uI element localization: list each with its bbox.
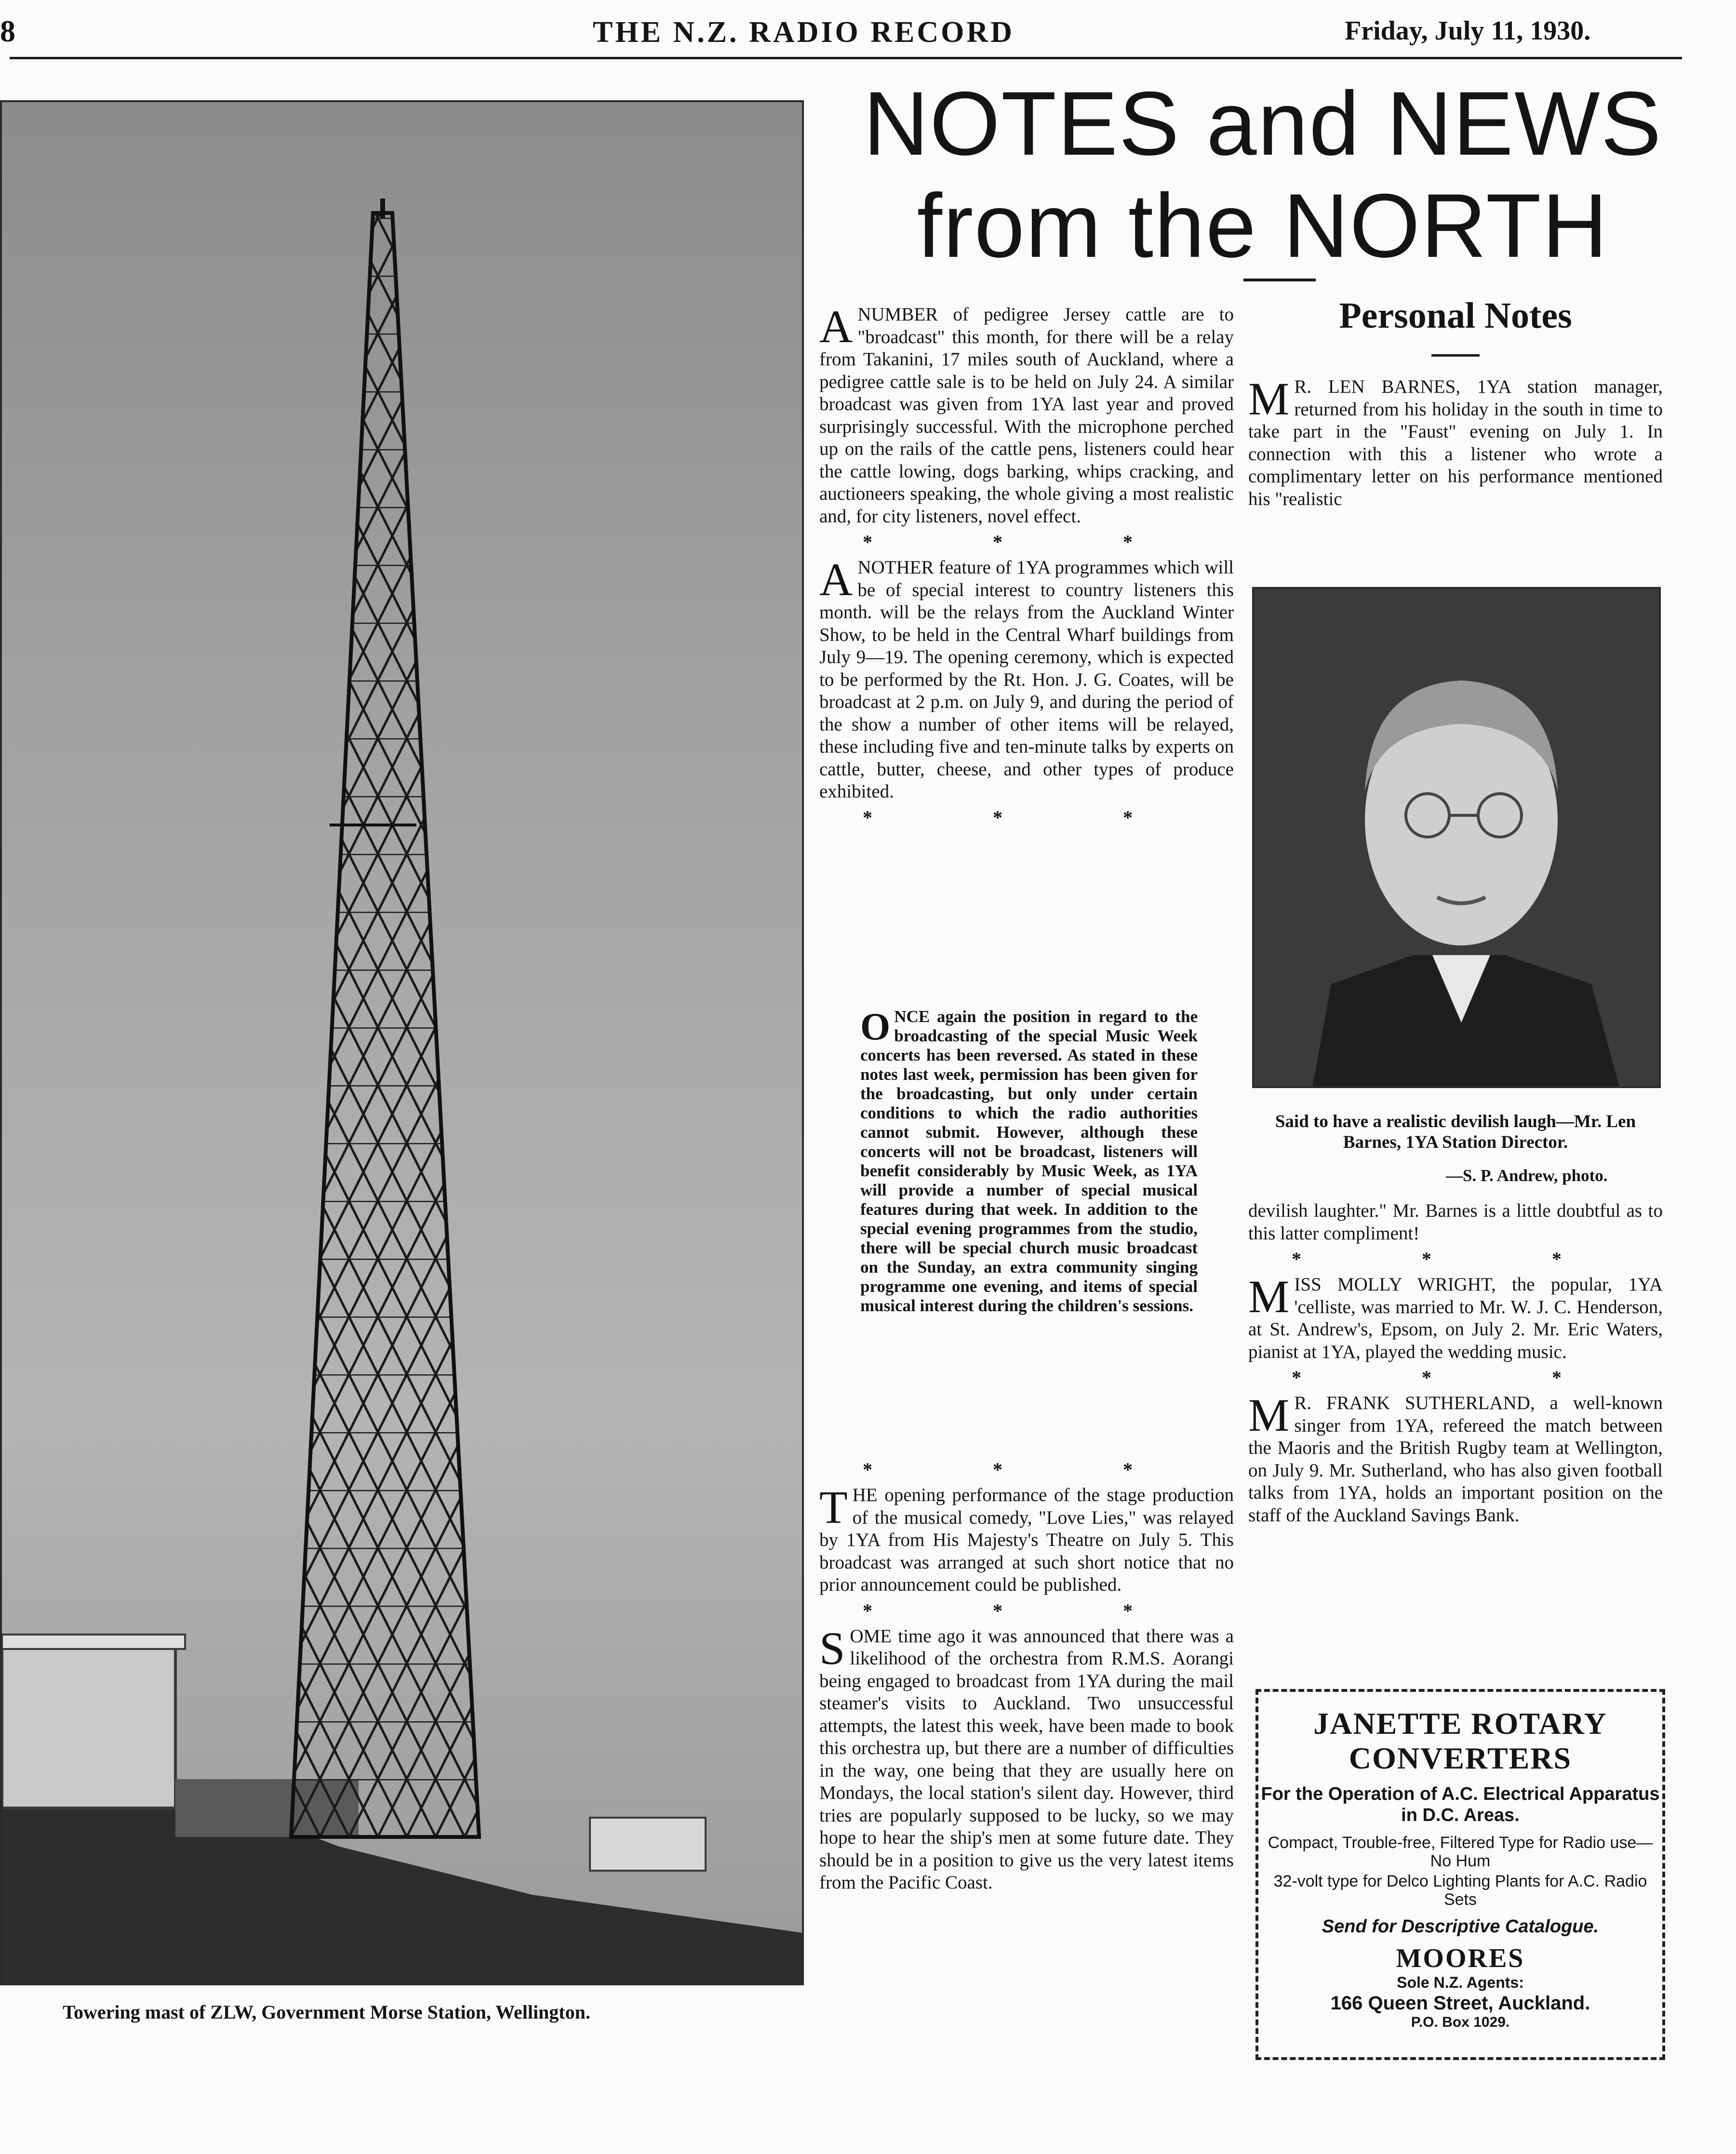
- note-text: R. LEN BARNES, 1YA station manager, returned from his holiday in the south in time to take part in the "Faust" evening on July 1. In connection with this a listener who wrote a complimentary letter on his performance mentioned his "realistic: [1248, 376, 1663, 509]
- drop-cap: M: [1248, 1389, 1290, 1441]
- ad-subtitle: For the Operation of A.C. Electrical Apparatus in D.C. Areas.: [1261, 1784, 1660, 1825]
- portrait-illustration: [1254, 589, 1661, 1088]
- drop-cap: A: [819, 301, 853, 352]
- article-music-week: [860, 1007, 1198, 1316]
- separator: * * *: [863, 1599, 1190, 1622]
- note-text: ISS MOLLY WRIGHT, the popular, 1YA 'celliste, was married to Mr. W. J. C. Henderson, at St. Andrew's, Epsom, on July 2. Mr. Eric Waters, pianist at 1YA, played the wedding music.: [1248, 1274, 1663, 1362]
- headline-rule: [1243, 279, 1316, 281]
- note-text: R. FRANK SUTHERLAND, a well-known singer from 1YA, refereed the match between the Maoris and the British Rugby team at Wellington, on July 9. Mr. Sutherland, who has also given football talks from 1YA, holds an important position on the staff of the Auckland Savings Bank.: [1248, 1393, 1663, 1526]
- radio-mast-photo: [0, 100, 804, 1985]
- ad-pobox: P.O. Box 1029.: [1411, 2014, 1510, 2030]
- article-text: NUMBER of pedigree Jersey cattle are to "broadcast" this month, for there will be a relay from Takanini, 17 miles south of Auckland, where a pedigree cattle sale is to be held on July 24. A similar broadcast was given from 1YA last year and proved surprisingly successful. With the microphone perched up on the rails of the cattle pens, listeners could hear the cattle lowing, dogs barking, whips cracking, and auctioneers speaking, the whole giving a most realistic and, for city listeners, novel effect.: [819, 304, 1234, 527]
- drop-cap: A: [819, 554, 853, 605]
- portrait-credit: —S. P. Andrew, photo.: [1446, 1166, 1608, 1185]
- advertisement-janette-converters: [1255, 1689, 1665, 2060]
- radio-mast-illustration: [2, 102, 804, 1985]
- ad-address: 166 Queen Street, Auckland.: [1330, 1993, 1590, 2014]
- personal-note-barnes: [1248, 373, 1663, 510]
- article-text: NOTHER feature of 1YA programmes which will be of special interest to country listeners this month. will be the relays from the Auckland Winter Show, to be held in the Central Wharf buildings from July 9—19. The opening ceremony, which is expected to be performed by the Rt. Hon. J. G. Coates, will be broadcast at 2 p.m. on July 9, and during the period of the show a number of other items will be relayed, these including five and ten-minute talks by experts on cattle, butter, cheese, and other types of produce exhibited.: [819, 557, 1234, 802]
- masthead: THE N.Z. RADIO RECORD: [593, 16, 1015, 49]
- headline-line-2: from the NORTH: [917, 175, 1609, 276]
- article-love-lies: [819, 1481, 1234, 1596]
- ad-agents: Sole N.Z. Agents:: [1397, 1974, 1524, 1991]
- portrait-photo: [1252, 587, 1661, 1088]
- article-text: NCE again the position in regard to the broadcasting of the special Music Week concerts has been reversed. As stated in these notes last week, permission has been given for the broadcasting, but only under certain conditions to which the radio authorities cannot submit. However, although these concerts will not be broadcast, listeners will benefit considerably by Music Week, as 1YA will provide a number of special musical features during that week. In addition to the special evening programmes from the studio, there will be special church music broadcast on the Sunday, an extra community singing programme one evening, and items of special musical interest during the children's sessions.: [860, 1007, 1198, 1315]
- ad-title: JANETTE ROTARY CONVERTERS: [1313, 1706, 1607, 1775]
- ad-line-1: Compact, Trouble-free, Filtered Type for Radio use—No Hum: [1268, 1834, 1653, 1870]
- personal-notes-continued: [1248, 1200, 1663, 1527]
- page-number: 8: [0, 14, 15, 48]
- drop-cap: T: [819, 1481, 848, 1533]
- drop-cap: S: [819, 1622, 845, 1674]
- drop-cap: M: [1248, 373, 1290, 425]
- separator: * * *: [863, 531, 1190, 553]
- page-headline: [810, 72, 1716, 277]
- portrait-caption: Said to have a realistic devilish laugh—Mr. Len Barnes, 1YA Station Director.: [1275, 1112, 1636, 1152]
- article-aorangi-orchestra: [819, 1622, 1234, 1894]
- news-column-left-lower: [819, 1455, 1234, 1894]
- drop-cap: M: [1248, 1271, 1290, 1322]
- personal-note-sutherland: [1248, 1389, 1663, 1527]
- separator: * * *: [1292, 1248, 1619, 1270]
- personal-note-wright: [1248, 1271, 1663, 1363]
- separator: * * *: [1292, 1367, 1619, 1388]
- personal-note-barnes-cont: devilish laughter." Mr. Barnes is a little doubtful as to this latter compliment!: [1248, 1200, 1663, 1244]
- headline-line-1: NOTES and NEWS: [863, 73, 1662, 174]
- drop-cap: O: [860, 1006, 891, 1048]
- photo-caption: Towering mast of ZLW, Government Morse Station, Wellington.: [63, 2001, 590, 2023]
- article-text: HE opening performance of the stage production of the musical comedy, "Love Lies," was relayed by 1YA from His Majesty's Theatre on July 5. This broadcast was arranged at such short notice that no prior announcement could be published.: [819, 1485, 1234, 1595]
- issue-date: Friday, July 11, 1930.: [1345, 16, 1591, 46]
- personal-notes-title: Personal Notes: [1339, 295, 1572, 336]
- ad-cta: Send for Descriptive Catalogue.: [1322, 1916, 1599, 1937]
- separator: * * *: [863, 806, 1190, 828]
- article-cattle-relay: [819, 301, 1234, 528]
- ad-line-2: 32-volt type for Delco Lighting Plants for A.C. Radio Sets: [1273, 1872, 1647, 1909]
- news-column-left: [819, 301, 1234, 832]
- personal-notes-rule: [1431, 354, 1480, 357]
- header-rule: [10, 57, 1682, 59]
- article-text: OME time ago it was announced that there was a likelihood of the orchestra from R.M.S. Aorangi being engaged to broadcast from 1YA during the mail steamer's visits to Auckland. Two unsuccessful attempts, the latest this week, have been made to book this orchestra up, but there are a number of difficulties in the way, one being that they are usually here on Mondays, the local station's silent day. However, third tries are popularly supposed to be lucky, so we may hope to hear the ship's men at some future date. They should be in a position to give us the very latest items from the Pacific Coast.: [819, 1625, 1234, 1893]
- ad-brand: MOORES: [1396, 1943, 1525, 1973]
- article-winter-show: [819, 554, 1234, 803]
- separator: * * *: [863, 1459, 1190, 1480]
